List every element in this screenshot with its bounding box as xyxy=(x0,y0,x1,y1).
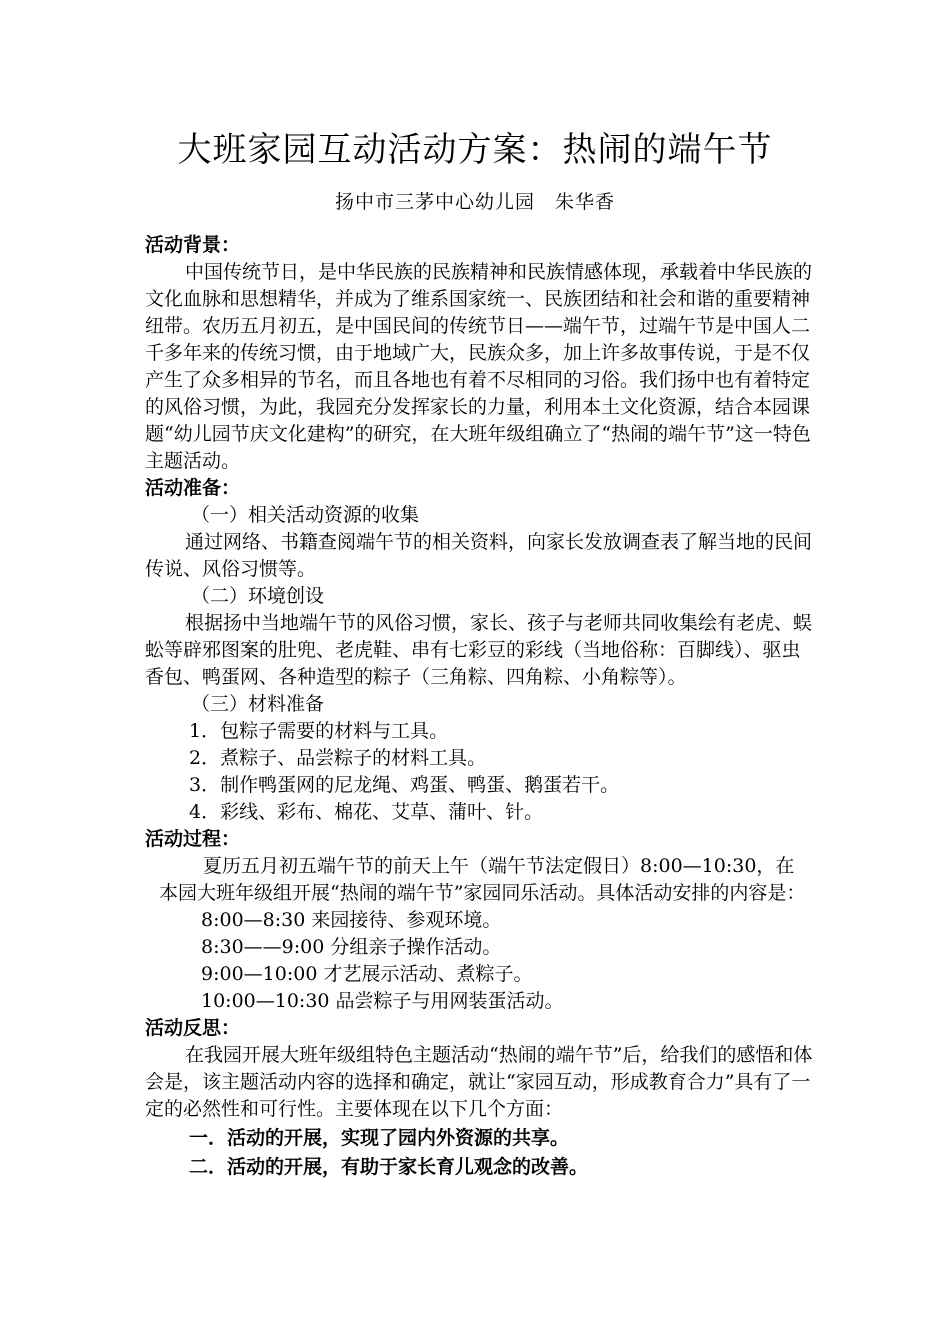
section-heading-reflection: 活动反思： xyxy=(145,1017,241,1039)
document-title: 大班家园互动活动方案：热闹的端午节 xyxy=(177,130,773,170)
reflection-point: 二．活动的开展，有助于家长育儿观念的改善。 xyxy=(189,1156,589,1178)
material-item: 1．包粽子需要的材料与工具。 xyxy=(189,720,449,742)
reflection-paragraph: 在我园开展大班年级组特色主题活动“热闹的端午节”后，给我们的感悟和体会是，该主题活动内容的选择和确定，就让“家园互动，形成教育合力”具有了一定的必然性和可行性。主要体现在以下几个方面： xyxy=(145,1044,813,1120)
section-heading-background: 活动背景： xyxy=(145,234,241,256)
subheading-environment: （二）环境创设 xyxy=(191,585,325,607)
process-paragraph: 夏历五月初五端午节的前天上午（端午节法定假日）8:00—10:30，在本园大班年级组开展“热闹的端午节”家园同乐活动。具体活动安排的内容是： xyxy=(159,855,806,904)
section-heading-preparation: 活动准备： xyxy=(145,477,241,499)
background-paragraph: 中国传统节日，是中华民族的民族精神和民族情感体现，承载着中华民族的文化血脉和思想精华，并成为了维系国家统一、民族团结和社会和谐的重要精神纽带。农历五月初五，是中国民间的传统节日——端午节，过端午节是中国人二千多年来的传统习惯，由于地域广大，民族众多，加上许多故事传说，于是不仅产生了众多相异的节名，而且各地也有着不尽相同的习俗。我们扬中也有着特定的风俗习惯，为此，我园充分发挥家长的力量，利用本土文化资源，结合本园课题“幼儿园节庆文化建构”的研究，在大班年级组确立了“热闹的端午节”这一特色主题活动。 xyxy=(145,261,813,472)
subheading-materials: （三）材料准备 xyxy=(191,693,325,715)
material-item: 3．制作鸭蛋网的尼龙绳、鸡蛋、鸭蛋、鹅蛋若干。 xyxy=(189,774,620,796)
reflection-point: 一．活动的开展，实现了园内外资源的共享。 xyxy=(189,1127,570,1149)
schedule-item: 9:00—10:00 才艺展示活动、煮粽子。 xyxy=(201,963,533,985)
material-item: 4．彩线、彩布、棉花、艾草、蒲叶、针。 xyxy=(189,801,544,823)
schedule-item: 10:00—10:30 品尝粽子与用网装蛋活动。 xyxy=(201,990,564,1012)
resources-paragraph: 通过网络、书籍查阅端午节的相关资料，向家长发放调查表了解当地的民间传说、风俗习惯等。 xyxy=(145,531,813,580)
material-item: 2．煮粽子、品尝粽子的材料工具。 xyxy=(189,747,487,769)
schedule-item: 8:00—8:30 来园接待、参观环境。 xyxy=(201,909,502,931)
document-body xyxy=(145,232,813,1181)
subheading-resources: （一）相关活动资源的收集 xyxy=(191,504,420,526)
environment-paragraph: 根据扬中当地端午节的风俗习惯，家长、孩子与老师共同收集绘有老虎、蜈蚣等辟邪图案的肚兜、老虎鞋、串有七彩豆的彩线（当地俗称：百脚线）、驱虫香包、鸭蛋网、各种造型的粽子（三角粽、四角粽、小角粽等）。 xyxy=(145,612,813,688)
author-byline: 扬中市三茅中心幼儿园 朱华香 xyxy=(334,191,615,213)
section-heading-process: 活动过程： xyxy=(145,828,241,850)
schedule-item: 8:30——9:00 分组亲子操作活动。 xyxy=(201,936,502,958)
